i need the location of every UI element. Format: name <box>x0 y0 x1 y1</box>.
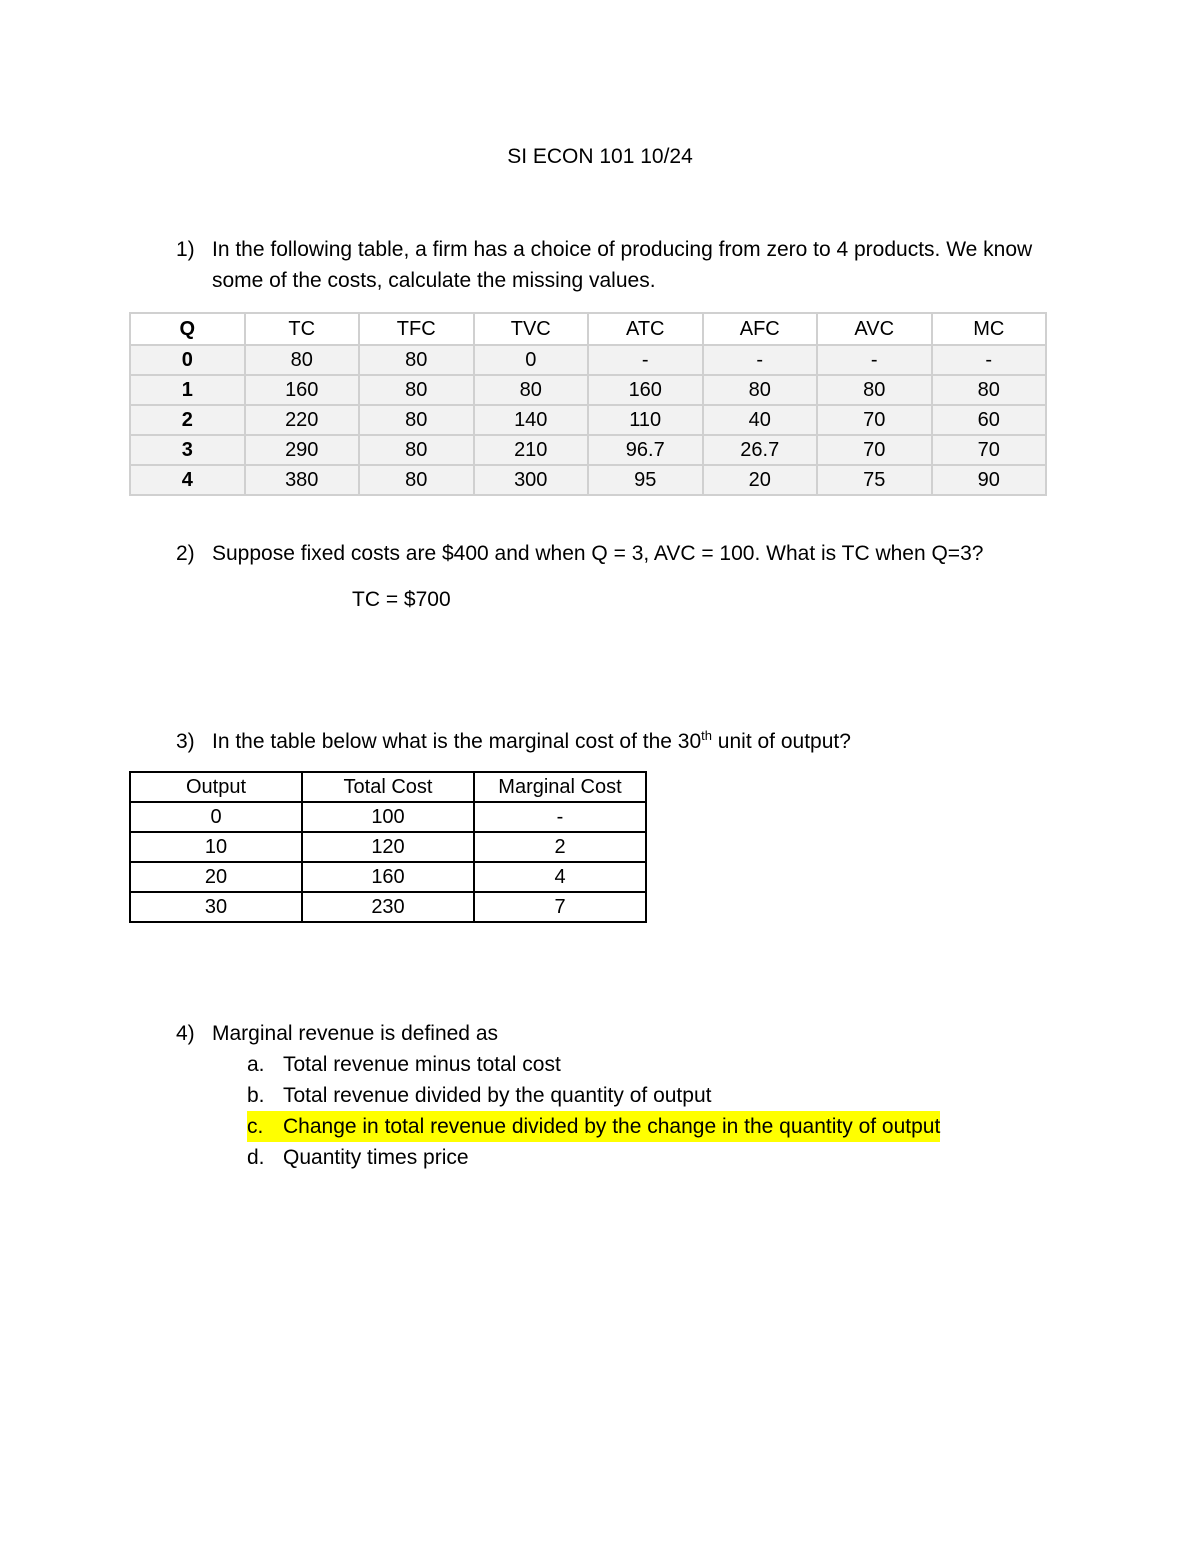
column-header: TVC <box>474 313 589 345</box>
table-cell: 80 <box>359 345 474 375</box>
table-cell: 60 <box>932 405 1047 435</box>
table-cell: 96.7 <box>588 435 703 465</box>
table-cell: 100 <box>302 802 474 832</box>
table-row <box>130 802 646 832</box>
table-row <box>130 405 1046 435</box>
question-text: Suppose fixed costs are $400 and when Q = 3, AVC = 100. What is TC when Q=3? <box>212 542 984 565</box>
table-cell: 70 <box>817 435 932 465</box>
question-2 <box>176 538 1036 569</box>
column-header: ATC <box>588 313 703 345</box>
table-cell: 10 <box>130 832 302 862</box>
table-header-row <box>130 772 646 802</box>
table-cell: 290 <box>245 435 360 465</box>
table-cell: 80 <box>703 375 818 405</box>
table-row <box>130 435 1046 465</box>
page-title: SI ECON 101 10/24 <box>507 145 693 168</box>
question-text-part: unit of output? <box>711 730 851 753</box>
question-text <box>212 726 1036 757</box>
table-cell: 70 <box>932 435 1047 465</box>
option-text: Total revenue minus total cost <box>283 1053 561 1076</box>
question-text-part: In the table below what is the marginal cost of the 30 <box>212 730 702 753</box>
table-row <box>130 465 1046 495</box>
table-row <box>130 375 1046 405</box>
ordinal-suffix: th <box>701 728 712 743</box>
table-cell: 90 <box>932 465 1047 495</box>
table-cell: 110 <box>588 405 703 435</box>
column-header: Total Cost <box>302 772 474 802</box>
option-letter: b. <box>247 1084 265 1107</box>
question-number: 2) <box>176 542 195 565</box>
table-cell: 80 <box>359 435 474 465</box>
table-cell: 2 <box>130 405 245 435</box>
question-text: Marginal revenue is defined as <box>212 1022 499 1045</box>
table-cell: 3 <box>130 435 245 465</box>
table-cell: 4 <box>474 862 646 892</box>
question-number: 1) <box>176 238 195 261</box>
table-cell: 0 <box>130 345 245 375</box>
option-c-highlighted <box>247 1111 940 1142</box>
marginal-cost-table <box>129 771 647 923</box>
option-b <box>247 1080 940 1111</box>
table-cell: 0 <box>130 802 302 832</box>
question-number: 3) <box>176 730 195 753</box>
table-cell: 230 <box>302 892 474 922</box>
option-text: Quantity times price <box>283 1146 469 1169</box>
table-header-row <box>130 313 1046 345</box>
question-number: 4) <box>176 1022 195 1045</box>
table-cell: 75 <box>817 465 932 495</box>
question-4 <box>176 1018 1036 1049</box>
column-header: Marginal Cost <box>474 772 646 802</box>
table-cell: - <box>932 345 1047 375</box>
table-cell: 300 <box>474 465 589 495</box>
table-cell: 80 <box>359 465 474 495</box>
table-cell: 80 <box>932 375 1047 405</box>
table-row <box>130 345 1046 375</box>
table-cell: 80 <box>817 375 932 405</box>
table-cell: - <box>703 345 818 375</box>
option-a <box>247 1049 940 1080</box>
option-letter: d. <box>247 1146 265 1169</box>
column-header: AFC <box>703 313 818 345</box>
answer-text: TC = $700 <box>352 588 451 611</box>
column-header: MC <box>932 313 1047 345</box>
table-cell: - <box>474 802 646 832</box>
table-cell: 40 <box>703 405 818 435</box>
question-3 <box>176 726 1036 757</box>
cost-table <box>129 312 1047 496</box>
table-cell: 80 <box>359 375 474 405</box>
table-cell: 80 <box>245 345 360 375</box>
table-row <box>130 832 646 862</box>
table-cell: 160 <box>245 375 360 405</box>
table-cell: 140 <box>474 405 589 435</box>
table-row <box>130 892 646 922</box>
table-cell: 20 <box>703 465 818 495</box>
table-cell: 30 <box>130 892 302 922</box>
column-header: TFC <box>359 313 474 345</box>
table-cell: 4 <box>130 465 245 495</box>
table-cell: - <box>817 345 932 375</box>
table-cell: 380 <box>245 465 360 495</box>
option-text: Change in total revenue divided by the change in the quantity of output <box>283 1115 941 1138</box>
table-cell: 160 <box>302 862 474 892</box>
table-cell: 20 <box>130 862 302 892</box>
option-d <box>247 1142 940 1173</box>
table-cell: 210 <box>474 435 589 465</box>
question-1 <box>176 234 1036 296</box>
option-letter: a. <box>247 1053 265 1076</box>
table-cell: 1 <box>130 375 245 405</box>
table-cell: 0 <box>474 345 589 375</box>
table-cell: 220 <box>245 405 360 435</box>
table-cell: 95 <box>588 465 703 495</box>
table-row <box>130 862 646 892</box>
table-cell: 80 <box>474 375 589 405</box>
table-cell: 7 <box>474 892 646 922</box>
table-cell: 120 <box>302 832 474 862</box>
table-cell: 26.7 <box>703 435 818 465</box>
column-header: AVC <box>817 313 932 345</box>
table-cell: 160 <box>588 375 703 405</box>
table-cell: 70 <box>817 405 932 435</box>
option-letter: c. <box>247 1115 264 1138</box>
table-cell: 80 <box>359 405 474 435</box>
column-header: Output <box>130 772 302 802</box>
column-header: Q <box>130 313 245 345</box>
question-text: In the following table, a firm has a choice of producing from zero to 4 products. We know some of the costs, calculate the missing values. <box>212 238 1033 292</box>
table-cell: 2 <box>474 832 646 862</box>
table-cell: - <box>588 345 703 375</box>
answer-options <box>247 1049 940 1173</box>
option-text: Total revenue divided by the quantity of output <box>283 1084 712 1107</box>
column-header: TC <box>245 313 360 345</box>
